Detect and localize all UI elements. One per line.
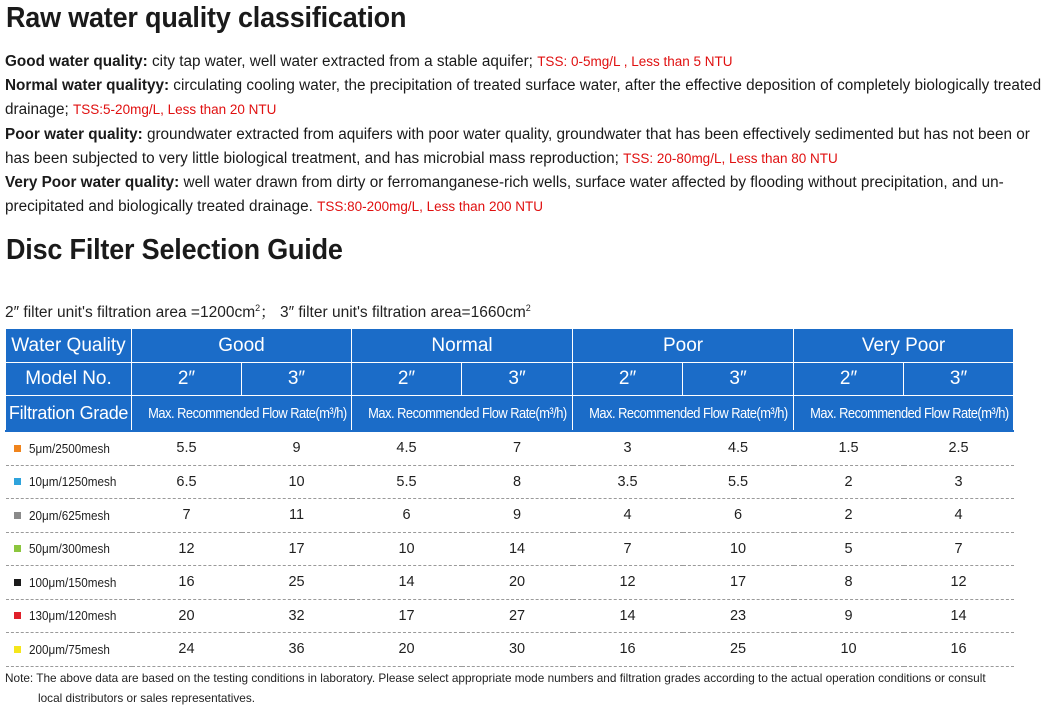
grade-color-swatch bbox=[14, 478, 21, 485]
water-quality-label: Water Quality bbox=[6, 329, 132, 363]
flow-value-cell: 7 bbox=[573, 532, 683, 566]
water-quality-row bbox=[6, 329, 1014, 363]
flow-value-cell: 17 bbox=[683, 566, 794, 600]
flow-value-cell: 9 bbox=[462, 499, 573, 533]
quality-poor: Poor bbox=[573, 329, 794, 363]
flow-value-cell: 6.5 bbox=[132, 465, 242, 499]
grade-cell: 200μm/75mesh bbox=[6, 633, 132, 667]
flow-value-cell: 3 bbox=[573, 431, 683, 465]
flow-value-cell: 1.5 bbox=[794, 431, 904, 465]
model-cell: 3″ bbox=[683, 363, 794, 396]
table-row bbox=[6, 499, 1014, 533]
quality-normal: Normal bbox=[352, 329, 573, 363]
filtration-area-line: 2″ filter unit's filtration area $=1200cm^2$； 3″ filter unit's filtration $area=1660cm^2$ bbox=[5, 302, 531, 321]
tss-poor: TSS: 20-80mg/L, Less than 80 NTU bbox=[623, 150, 838, 166]
flow-value-cell: 32 bbox=[242, 599, 352, 633]
flow-value-cell: 4 bbox=[573, 499, 683, 533]
flow-value-cell: 7 bbox=[462, 431, 573, 465]
flow-value-cell: 8 bbox=[794, 566, 904, 600]
flow-value-cell: 16 bbox=[573, 633, 683, 667]
model-cell: 2″ bbox=[794, 363, 904, 396]
flow-rate-label: Max. Recommended Flow Rate(m³/h) bbox=[352, 396, 573, 432]
model-cell: 3″ bbox=[242, 363, 352, 396]
flow-value-cell: 20 bbox=[352, 633, 462, 667]
flow-value-cell: 5.5 bbox=[132, 431, 242, 465]
flow-value-cell: 8 bbox=[462, 465, 573, 499]
flow-value-cell: 10 bbox=[242, 465, 352, 499]
grade-cell: 10μm/1250mesh bbox=[6, 465, 132, 499]
footnote: Note: The above data are based on the testing conditions in laboratory. Please select appropriate mode numbers and filtration grades according to the actual operation conditions or consult local distributors or sales representatives. bbox=[5, 671, 986, 705]
classification-list bbox=[5, 50, 1055, 219]
flow-value-cell: 2 bbox=[794, 465, 904, 499]
grade-color-swatch bbox=[14, 545, 21, 552]
model-label: Model No. bbox=[6, 363, 132, 396]
table-row bbox=[6, 465, 1014, 499]
grade-color-swatch bbox=[14, 612, 21, 619]
flow-value-cell: 36 bbox=[242, 633, 352, 667]
flow-value-cell: 5.5 bbox=[352, 465, 462, 499]
tss-very-poor: TSS:80-200mg/L, Less than 200 NTU bbox=[317, 199, 543, 215]
flow-value-cell: 14 bbox=[352, 566, 462, 600]
flow-value-cell: 4.5 bbox=[683, 431, 794, 465]
flow-value-cell: 12 bbox=[904, 566, 1014, 600]
flow-rate-label: Max. Recommended Flow Rate(m³/h) bbox=[132, 396, 352, 432]
table-row bbox=[6, 566, 1014, 600]
table-row bbox=[6, 599, 1014, 633]
selection-table bbox=[5, 328, 1014, 667]
model-cell: 2″ bbox=[132, 363, 242, 396]
flow-value-cell: 10 bbox=[352, 532, 462, 566]
grade-cell: 20μm/625mesh bbox=[6, 499, 132, 533]
flow-value-cell: 6 bbox=[683, 499, 794, 533]
flow-value-cell: 16 bbox=[132, 566, 242, 600]
grade-cell: 130μm/120mesh bbox=[6, 599, 132, 633]
flow-value-cell: 17 bbox=[242, 532, 352, 566]
flow-value-cell: 12 bbox=[573, 566, 683, 600]
flow-value-cell: 10 bbox=[794, 633, 904, 667]
flow-value-cell: 14 bbox=[904, 599, 1014, 633]
grade-color-swatch bbox=[14, 646, 21, 653]
flow-value-cell: 11 bbox=[242, 499, 352, 533]
flow-value-cell: 24 bbox=[132, 633, 242, 667]
flow-value-cell: 9 bbox=[794, 599, 904, 633]
class-very-poor: Very Poor water quality: well water drawn from dirty or ferromanganese-rich wells, surface water affected by flooding without precipitation, and un-precipitated and biologically treated drainage. TSS:80-200mg/L, Less than 200 NTU bbox=[5, 174, 1004, 216]
flow-value-cell: 25 bbox=[242, 566, 352, 600]
model-row bbox=[6, 363, 1014, 396]
grade-color-swatch bbox=[14, 445, 21, 452]
flow-value-cell: 2.5 bbox=[904, 431, 1014, 465]
flow-value-cell: 3.5 bbox=[573, 465, 683, 499]
table-row bbox=[6, 532, 1014, 566]
flow-value-cell: 10 bbox=[683, 532, 794, 566]
quality-good: Good bbox=[132, 329, 352, 363]
quality-very-poor: Very Poor bbox=[794, 329, 1014, 363]
class-poor: Poor water quality: groundwater extracted from aquifers with poor water quality, groundwater that has been effectively sedimented but has not been or has been subjected to very little biological treatment, and has microbial mass reproduction; TSS: 20-80mg/L, Less than 80 NTU bbox=[5, 125, 1030, 167]
model-cell: 3″ bbox=[904, 363, 1014, 396]
filtration-grade-label: Filtration Grade bbox=[6, 396, 132, 432]
flow-value-cell: 25 bbox=[683, 633, 794, 667]
model-cell: 2″ bbox=[573, 363, 683, 396]
model-cell: 3″ bbox=[462, 363, 573, 396]
flow-value-cell: 5.5 bbox=[683, 465, 794, 499]
flow-value-cell: 3 bbox=[904, 465, 1014, 499]
flow-value-cell: 7 bbox=[132, 499, 242, 533]
heading-selection-guide: Disc Filter Selection Guide bbox=[6, 234, 343, 266]
heading-raw-water: Raw water quality classification bbox=[6, 2, 407, 34]
flow-rate-label: Max. Recommended Flow Rate(m³/h) bbox=[794, 396, 1014, 432]
flow-value-cell: 7 bbox=[904, 532, 1014, 566]
flow-value-cell: 6 bbox=[352, 499, 462, 533]
model-cell: 2″ bbox=[352, 363, 462, 396]
class-good: Good water quality: city tap water, well water extracted from a stable aquifer; TSS: 0-5mg/L , Less than 5 NTU bbox=[5, 53, 733, 70]
flow-value-cell: 9 bbox=[242, 431, 352, 465]
flow-value-cell: 5 bbox=[794, 532, 904, 566]
grade-cell: 50μm/300mesh bbox=[6, 532, 132, 566]
flow-value-cell: 20 bbox=[462, 566, 573, 600]
grade-row bbox=[6, 396, 1014, 432]
flow-value-cell: 2 bbox=[794, 499, 904, 533]
grade-color-swatch bbox=[14, 579, 21, 586]
flow-value-cell: 14 bbox=[573, 599, 683, 633]
tss-normal: TSS:5-20mg/L, Less than 20 NTU bbox=[73, 102, 277, 118]
table-row bbox=[6, 633, 1014, 667]
class-normal: Normal water qualityy: circulating cooling water, the precipitation of treated surface water, after the effective deposition of completely biologically treated drainage; TSS:5-20mg/L, Less than 20 NTU bbox=[5, 77, 1042, 119]
flow-value-cell: 4.5 bbox=[352, 431, 462, 465]
flow-value-cell: 12 bbox=[132, 532, 242, 566]
flow-value-cell: 4 bbox=[904, 499, 1014, 533]
tss-good: TSS: 0-5mg/L , Less than 5 NTU bbox=[537, 54, 733, 69]
flow-value-cell: 23 bbox=[683, 599, 794, 633]
grade-color-swatch bbox=[14, 512, 21, 519]
grade-cell: 5μm/2500mesh bbox=[6, 431, 132, 465]
flow-rate-label: Max. Recommended Flow Rate(m³/h) bbox=[573, 396, 794, 432]
flow-value-cell: 30 bbox=[462, 633, 573, 667]
flow-value-cell: 17 bbox=[352, 599, 462, 633]
grade-cell: 100μm/150mesh bbox=[6, 566, 132, 600]
flow-value-cell: 27 bbox=[462, 599, 573, 633]
table-row bbox=[6, 431, 1014, 465]
flow-value-cell: 14 bbox=[462, 532, 573, 566]
flow-value-cell: 16 bbox=[904, 633, 1014, 667]
flow-value-cell: 20 bbox=[132, 599, 242, 633]
